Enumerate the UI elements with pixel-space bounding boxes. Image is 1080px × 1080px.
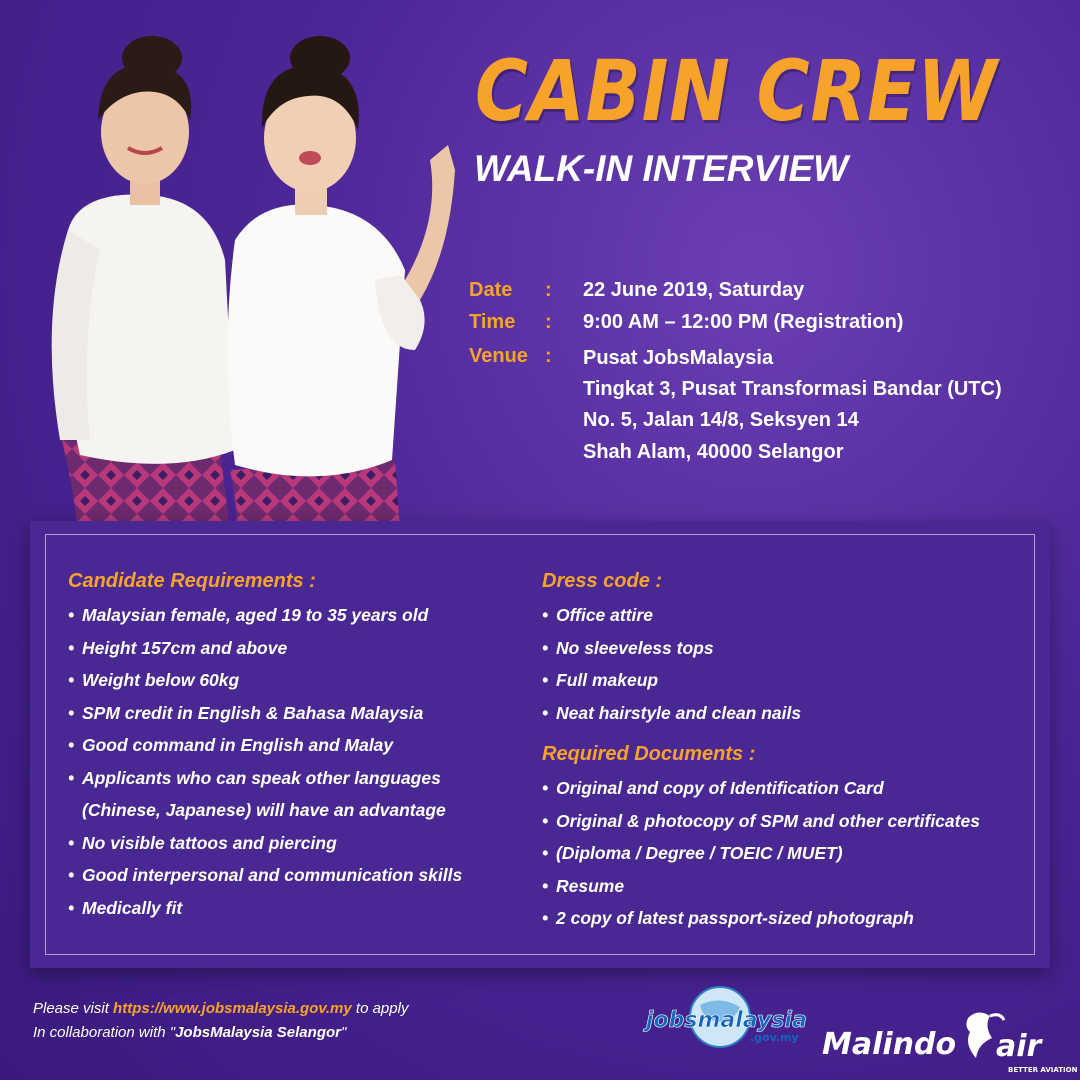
cabin-crew-image	[20, 20, 440, 530]
documents-list	[542, 772, 980, 935]
list-item: • No visible tattoos and piercing	[68, 832, 337, 853]
svg-text:BETTER AVIATION: BETTER AVIATION	[1008, 1066, 1078, 1074]
venue-line: Shah Alam, 40000 Selangor	[583, 441, 844, 463]
list-item: • No sleeveless tops	[542, 637, 714, 658]
requirements-list	[68, 599, 462, 924]
list-item: • Good command in English and Malay	[68, 735, 394, 755]
list-item: • SPM credit in English & Bahasa Malaysia	[68, 702, 424, 723]
list-item: • Weight below 60kg	[68, 670, 240, 690]
date-colon: :	[545, 279, 552, 301]
malindo-air-logo	[818, 1000, 1078, 1078]
list-item: • Height 157cm and above	[68, 637, 288, 658]
svg-text:jobsmalaysia: jobsmalaysia	[646, 1008, 807, 1033]
dress-code-title: Dress code :	[542, 570, 663, 592]
venue-line: Pusat JobsMalaysia	[583, 347, 774, 369]
list-item: • Neat hairstyle and clean nails	[542, 702, 802, 723]
list-item: • 2 copy of latest passport-sized photograph	[542, 908, 914, 928]
list-item: • Office attire	[542, 605, 653, 625]
requirements-title: Candidate Requirements :	[68, 570, 316, 592]
list-item: • Applicants who can speak other languages	[68, 767, 441, 788]
svg-text:.gov.my: .gov.my	[750, 1031, 799, 1044]
page-subtitle: WALK-IN INTERVIEW	[474, 148, 849, 189]
venue-line: No. 5, Jalan 14/8, Seksyen 14	[583, 409, 859, 431]
time-value: 9:00 AM – 12:00 PM (Registration)	[583, 311, 904, 333]
svg-text:air: air	[996, 1029, 1042, 1064]
list-item: • Original and copy of Identification Card	[542, 778, 884, 798]
footer	[33, 997, 408, 1045]
dress-code-list	[542, 599, 801, 729]
list-item: • Full makeup	[542, 670, 659, 690]
details-panel	[30, 521, 1050, 968]
list-item: • Good interpersonal and communication skills	[68, 865, 463, 885]
jobsmalaysia-logo	[640, 985, 807, 1055]
svg-text:Malindo: Malindo	[822, 1027, 957, 1062]
page-title: CABIN CREW	[475, 42, 998, 140]
date-label: Date	[469, 279, 513, 301]
list-item: • (Diploma / Degree / TOEIC / MUET)	[542, 843, 843, 863]
venue-colon: :	[545, 345, 552, 367]
time-colon: :	[545, 311, 552, 333]
jobsmalaysia-link[interactable]: https://www.jobsmalaysia.gov.my	[113, 1000, 352, 1017]
date-value: 22 June 2019, Saturday	[583, 279, 805, 301]
list-item: • Resume	[542, 875, 625, 896]
collab-line: In collaboration with "JobsMalaysia Selangor"	[33, 1024, 347, 1041]
documents-title: Required Documents :	[542, 743, 756, 765]
list-item: • Medically fit	[68, 897, 183, 918]
venue-label: Venue	[469, 345, 528, 367]
venue-line: Tingkat 3, Pusat Transformasi Bandar (UTC)	[583, 378, 1002, 400]
list-item: • Original & photocopy of SPM and other certificates	[542, 810, 980, 831]
list-item: (Chinese, Japanese) will have an advantage	[82, 800, 446, 820]
list-item: • Malaysian female, aged 19 to 35 years old	[68, 605, 429, 625]
apply-line: Please visit https://www.jobsmalaysia.gov.my to apply	[33, 1000, 409, 1017]
time-label: Time	[469, 311, 516, 333]
